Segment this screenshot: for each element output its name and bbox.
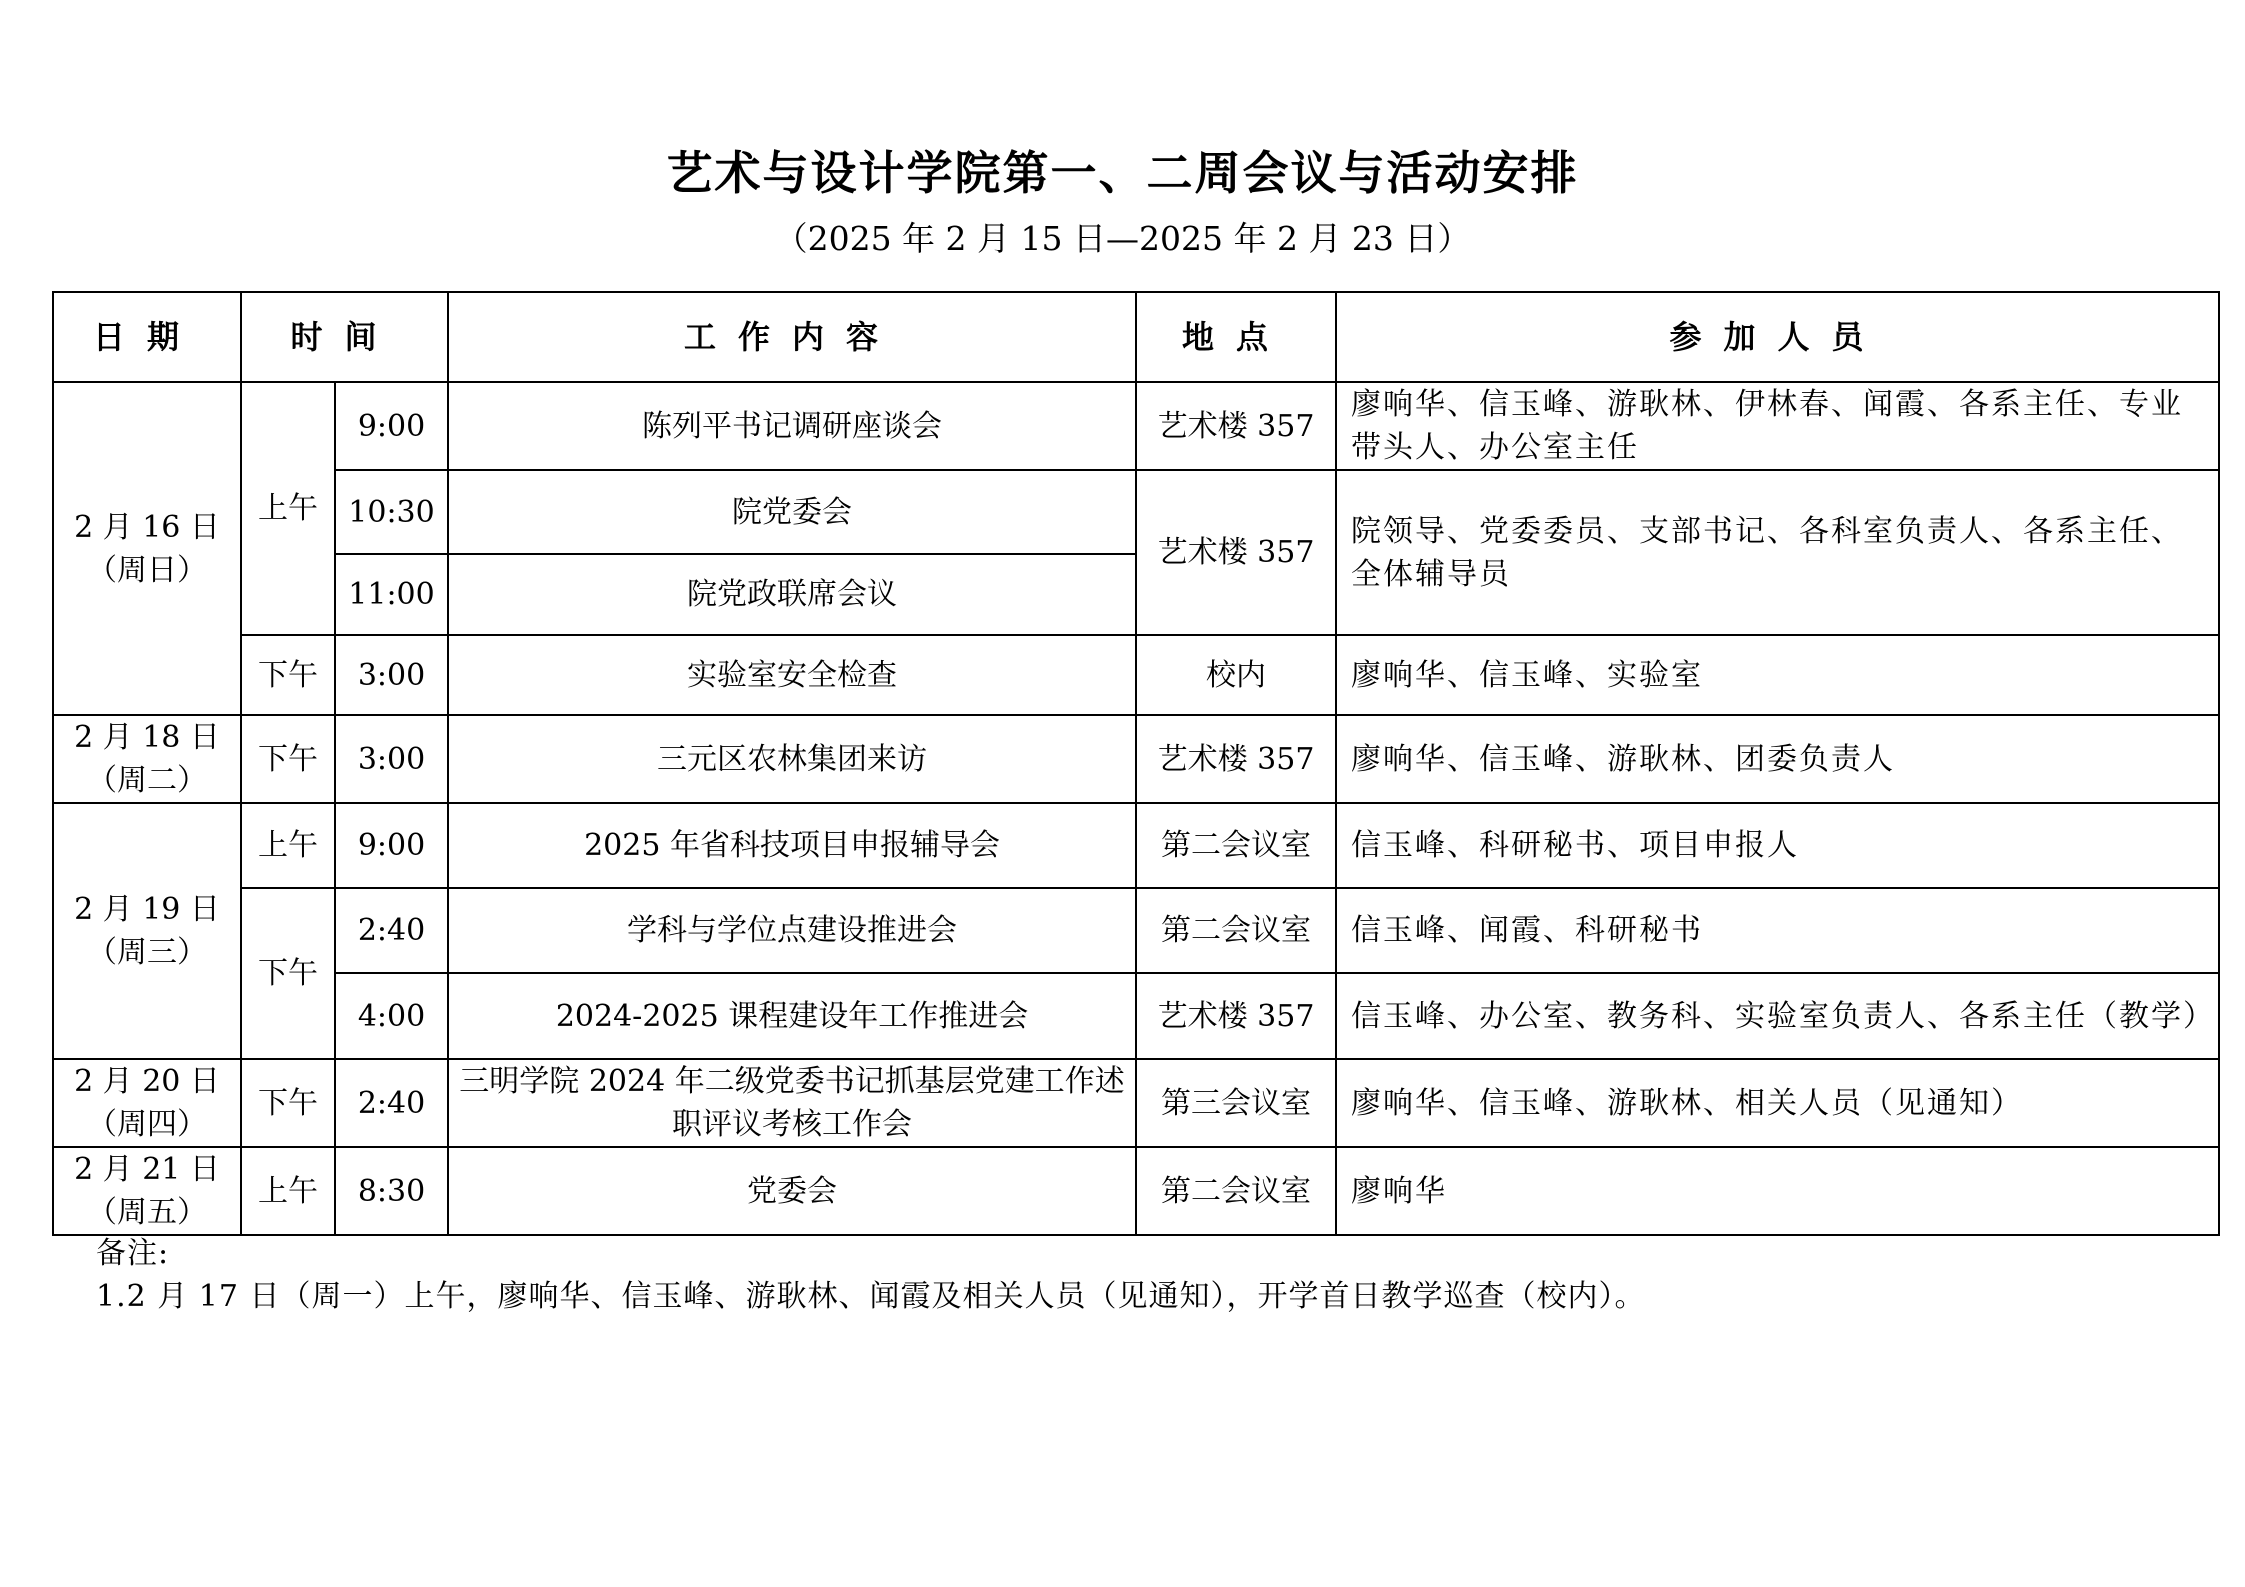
people-cell: 院领导、党委委员、支部书记、各科室负责人、各系主任、全体辅导员	[1336, 470, 2219, 635]
date-label: 2 月 21 日	[74, 1152, 220, 1187]
people-cell: 廖响华、信玉峰、游耿林、伊林春、闻霞、各系主任、专业带头人、办公室主任	[1336, 382, 2219, 470]
date-label: 2 月 18 日	[74, 720, 220, 755]
time-cell: 11:00	[335, 554, 448, 635]
time-cell: 2:40	[335, 1059, 448, 1147]
period-cell: 上午	[241, 382, 335, 635]
period-cell: 下午	[241, 1059, 335, 1147]
place-cell: 第二会议室	[1136, 1147, 1336, 1235]
header-content: 工作内容	[448, 292, 1136, 382]
content-cell: 学科与学位点建设推进会	[448, 888, 1136, 973]
date-label: 2 月 20 日	[74, 1064, 220, 1099]
place-cell: 艺术楼 357	[1136, 973, 1336, 1059]
people-cell: 廖响华、信玉峰、游耿林、相关人员（见通知）	[1336, 1059, 2219, 1147]
table-row	[53, 382, 2219, 470]
table-header-row	[53, 292, 2219, 382]
people-cell: 信玉峰、科研秘书、项目申报人	[1336, 803, 2219, 888]
header-people: 参加人员	[1336, 292, 2219, 382]
date-label: 2 月 19 日	[74, 892, 220, 927]
period-cell: 上午	[241, 803, 335, 888]
content-cell: 实验室安全检查	[448, 635, 1136, 715]
weekday-label: （周三）	[87, 935, 207, 970]
place-cell: 第二会议室	[1136, 888, 1336, 973]
table-row	[53, 973, 2219, 1059]
weekday-label: （周日）	[87, 552, 207, 588]
table-row	[53, 803, 2219, 888]
content-cell: 三元区农林集团来访	[448, 715, 1136, 803]
time-cell: 3:00	[335, 635, 448, 715]
table-row	[53, 888, 2219, 973]
date-range-subtitle: （2025 年 2 月 15 日—2025 年 2 月 23 日）	[774, 219, 1471, 258]
time-cell: 10:30	[335, 470, 448, 554]
content-cell: 2024-2025 课程建设年工作推进会	[448, 973, 1136, 1059]
schedule-table	[52, 291, 2220, 1236]
place-cell: 艺术楼 357	[1136, 470, 1336, 635]
date-cell	[53, 1147, 241, 1235]
period-cell: 上午	[241, 1147, 335, 1235]
place-cell: 艺术楼 357	[1136, 382, 1336, 470]
period-cell: 下午	[241, 888, 335, 1059]
date-cell	[53, 382, 241, 715]
table-row	[53, 635, 2219, 715]
header-place: 地点	[1136, 292, 1336, 382]
table-row	[53, 470, 2219, 554]
place-cell: 校内	[1136, 635, 1336, 715]
place-cell: 艺术楼 357	[1136, 715, 1336, 803]
content-cell: 2025 年省科技项目申报辅导会	[448, 803, 1136, 888]
note-item: 1.2 月 17 日（周一）上午，廖响华、信玉峰、游耿林、闻霞及相关人员（见通知），开学首日教学巡查（校内）。	[96, 1279, 1646, 1314]
place-cell: 第二会议室	[1136, 803, 1336, 888]
content-cell: 院党委会	[448, 470, 1136, 554]
date-label: 2 月 16 日	[74, 509, 220, 545]
content-cell: 陈列平书记调研座谈会	[448, 382, 1136, 470]
people-cell: 信玉峰、办公室、教务科、实验室负责人、各系主任（教学）	[1336, 973, 2219, 1059]
time-cell: 3:00	[335, 715, 448, 803]
notes-section	[96, 1232, 1646, 1318]
people-cell: 廖响华	[1336, 1147, 2219, 1235]
date-cell	[53, 803, 241, 1059]
period-cell: 下午	[241, 635, 335, 715]
date-cell	[53, 1059, 241, 1147]
page-title: 艺术与设计学院第一、二周会议与活动安排	[666, 146, 1579, 200]
time-cell: 4:00	[335, 973, 448, 1059]
content-cell: 三明学院 2024 年二级党委书记抓基层党建工作述职评议考核工作会	[448, 1059, 1136, 1147]
content-cell: 院党政联席会议	[448, 554, 1136, 635]
date-cell	[53, 715, 241, 803]
header-time: 时间	[241, 292, 448, 382]
notes-label: 备注:	[96, 1236, 170, 1271]
people-cell: 廖响华、信玉峰、游耿林、团委负责人	[1336, 715, 2219, 803]
time-cell: 9:00	[335, 803, 448, 888]
period-cell: 下午	[241, 715, 335, 803]
time-cell: 9:00	[335, 382, 448, 470]
place-cell: 第三会议室	[1136, 1059, 1336, 1147]
time-cell: 2:40	[335, 888, 448, 973]
table-row	[53, 1059, 2219, 1147]
weekday-label: （周五）	[87, 1195, 207, 1230]
header-date: 日期	[53, 292, 241, 382]
people-cell: 信玉峰、闻霞、科研秘书	[1336, 888, 2219, 973]
people-cell: 廖响华、信玉峰、实验室	[1336, 635, 2219, 715]
table-row	[53, 1147, 2219, 1235]
content-cell: 党委会	[448, 1147, 1136, 1235]
table-row	[53, 715, 2219, 803]
weekday-label: （周四）	[87, 1107, 207, 1142]
time-cell: 8:30	[335, 1147, 448, 1235]
weekday-label: （周二）	[87, 763, 207, 798]
